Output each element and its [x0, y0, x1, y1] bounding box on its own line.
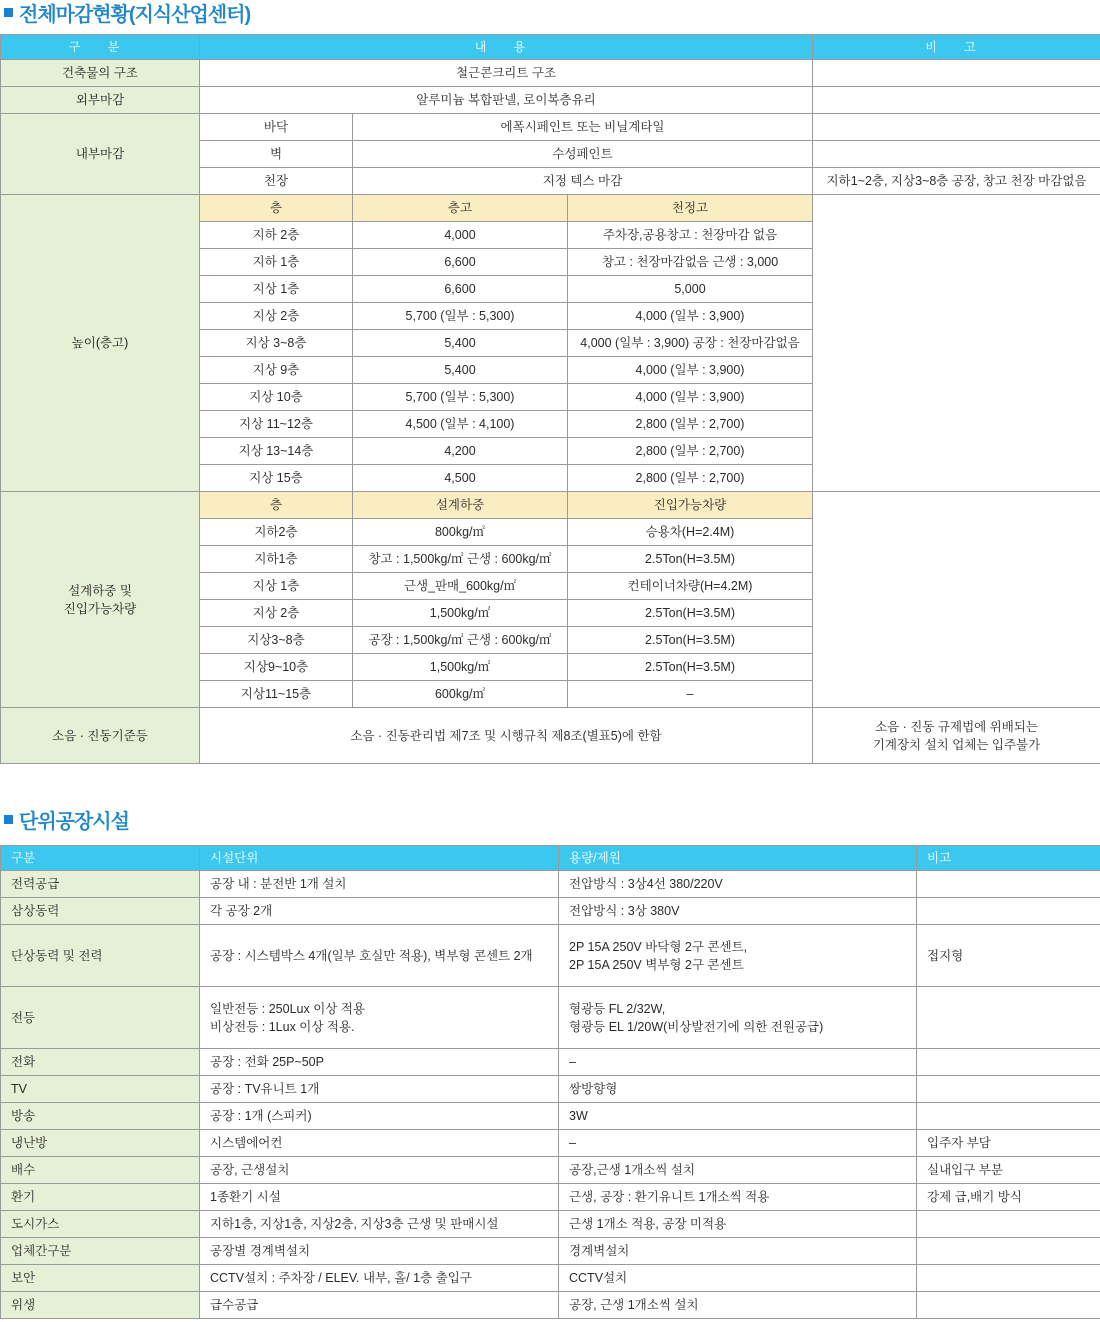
table-row: [1, 1184, 1100, 1211]
cell: 5,700 (일부 : 5,300): [353, 303, 568, 330]
cell-line: 형광등 FL 2/32W,: [569, 1001, 666, 1016]
cell-note: [917, 1103, 1100, 1130]
cell-part: 바닥: [200, 114, 353, 141]
row-label: 방송: [1, 1103, 200, 1130]
row-label: 높이(층고): [1, 195, 200, 492]
cell-note: [917, 871, 1100, 898]
cell-note: 접지형: [917, 925, 1100, 987]
cell-unit: [200, 1157, 559, 1184]
row-note: [813, 141, 1100, 168]
cell-note: [917, 1076, 1100, 1103]
height-subheader-row: [1, 195, 1100, 222]
table-row: [1, 1103, 1100, 1130]
cell: 4,200: [353, 438, 568, 465]
cell-line: 공장, 근생설치: [210, 1163, 290, 1177]
cell-note: [917, 1238, 1100, 1265]
subheader-cell: 진입가능차량: [568, 492, 813, 519]
cell: 1,500kg/㎡: [353, 600, 568, 627]
row-label: 외부마감: [1, 87, 200, 114]
cell: 지하2층: [200, 519, 353, 546]
cell: 지하 2층: [200, 222, 353, 249]
cell: 2.5Ton(H=3.5M): [568, 546, 813, 573]
row-note: [813, 492, 1100, 708]
cell-line: 비상전등 : 1Lux 이상 적용.: [210, 1019, 355, 1034]
table-row: [1, 1157, 1100, 1184]
row-label: 소음 · 진동기준등: [1, 708, 200, 764]
header-category: 구 분: [1, 35, 200, 60]
cell-unit: [200, 871, 559, 898]
cell-note: [917, 898, 1100, 925]
cell-unit: [200, 925, 559, 987]
cell-line: 쌍방향형: [569, 1082, 618, 1096]
cell: 6,600: [353, 249, 568, 276]
cell-spec: [559, 1292, 917, 1319]
cell: 800kg/㎡: [353, 519, 568, 546]
row-label: 배수: [1, 1157, 200, 1184]
cell-spec: [559, 1157, 917, 1184]
cell-unit: [200, 898, 559, 925]
cell-note: 실내입구 부분: [917, 1157, 1100, 1184]
cell-line: 형광등 EL 1/20W(비상발전기에 의한 전원공급): [569, 1019, 824, 1034]
cell-line: 각 공장 2개: [210, 904, 273, 918]
cell-value: 수성페인트: [353, 141, 813, 168]
cell-line: 3W: [569, 1109, 588, 1123]
cell: 4,000: [353, 222, 568, 249]
row-label: TV: [1, 1076, 200, 1103]
bullet-square-icon: [4, 8, 13, 17]
cell: 지상 1층: [200, 276, 353, 303]
cell-line: 공장, 근생 1개소씩 설치: [569, 1298, 699, 1312]
cell: 창고 : 천장마감없음 근생 : 3,000: [568, 249, 813, 276]
cell: 컨테이너차량(H=4.2M): [568, 573, 813, 600]
cell-spec: [559, 1049, 917, 1076]
cell: 승용차(H=2.4M): [568, 519, 813, 546]
cell-spec: [559, 1103, 917, 1130]
header-cell: 비고: [917, 846, 1100, 871]
row-label: 내부마감: [1, 114, 200, 195]
cell-unit: [200, 1238, 559, 1265]
cell-spec: [559, 1184, 917, 1211]
row-label: 건축물의 구조: [1, 60, 200, 87]
cell-spec: [559, 1130, 917, 1157]
table-header-row: [1, 35, 1100, 60]
row-label: 환기: [1, 1184, 200, 1211]
cell-spec: [559, 1265, 917, 1292]
cell-note: [917, 987, 1100, 1049]
cell-line: 2P 15A 250V 바닥형 2구 콘센트,: [569, 939, 748, 954]
cell: 지상 9층: [200, 357, 353, 384]
subheader-cell: 설계하중: [353, 492, 568, 519]
row-note: [813, 708, 1100, 764]
cell: 창고 : 1,500kg/㎡ 근생 : 600kg/㎡: [353, 546, 568, 573]
table-header-row: [1, 846, 1100, 871]
cell-line: 급수공급: [210, 1298, 259, 1312]
row-value: 알루미늄 복합판넬, 로이복층유리: [200, 87, 813, 114]
cell-part: 천장: [200, 168, 353, 195]
cell-spec: [559, 1211, 917, 1238]
cell-line: 근생, 공장 : 환기유니트 1개소씩 적용: [569, 1190, 770, 1204]
cell: 2,800 (일부 : 2,700): [568, 411, 813, 438]
cell: 600kg/㎡: [353, 681, 568, 708]
cell-line: 공장 : 전화 25P~50P: [210, 1055, 324, 1069]
cell: 지상 1층: [200, 573, 353, 600]
cell: 공장 : 1,500kg/㎡ 근생 : 600kg/㎡: [353, 627, 568, 654]
cell: 4,000 (일부 : 3,900) 공장 : 천장마감없음: [568, 330, 813, 357]
cell-value: 지정 텍스 마감: [353, 168, 813, 195]
cell-line: –: [569, 1055, 576, 1069]
table-row: [1, 1211, 1100, 1238]
cell-line: 시스템에어컨: [210, 1136, 283, 1150]
table-row: [1, 898, 1100, 925]
header-cell: 구분: [1, 846, 200, 871]
cell: 4,000 (일부 : 3,900): [568, 357, 813, 384]
cell: 2,800 (일부 : 2,700): [568, 465, 813, 492]
cell-line: 공장 : TV유니트 1개: [210, 1082, 320, 1096]
cell-line: 경계벽설치: [569, 1244, 630, 1258]
cell-line: –: [569, 1136, 576, 1150]
cell-note: 강제 급,배기 방식: [917, 1184, 1100, 1211]
cell-line: 지하1층, 지상1층, 지상2층, 지상3층 근생 및 판매시설: [210, 1217, 499, 1231]
table-row: [1, 1265, 1100, 1292]
load-subheader-row: [1, 492, 1100, 519]
row-label-line1: 설계하중 및: [68, 583, 132, 598]
note-line1: 소음 · 진동 규제법에 위배되는: [875, 719, 1038, 734]
subheader-cell: 천정고: [568, 195, 813, 222]
cell: 4,000 (일부 : 3,900): [568, 384, 813, 411]
section1-title-text: 전체마감현황(지식산업센터): [19, 3, 251, 26]
cell-line: 근생 1개소 적용, 공장 미적용: [569, 1217, 727, 1231]
table-row: [1, 1049, 1100, 1076]
note-line2: 기계장치 설치 업체는 입주불가: [872, 737, 1041, 752]
cell-part: 벽: [200, 141, 353, 168]
cell: 주차장,공용창고 : 천장마감 없음: [568, 222, 813, 249]
cell: 2,800 (일부 : 2,700): [568, 438, 813, 465]
cell: 5,700 (일부 : 5,300): [353, 384, 568, 411]
row-value: 철근콘크리트 구조: [200, 60, 813, 87]
cell: 4,500 (일부 : 4,100): [353, 411, 568, 438]
table-row: [1, 925, 1100, 987]
row-label: 업체간구분: [1, 1238, 200, 1265]
cell-spec: [559, 898, 917, 925]
cell-line: CCTV설치: [569, 1271, 628, 1285]
cell: 2.5Ton(H=3.5M): [568, 600, 813, 627]
row-note: [813, 60, 1100, 87]
cell-unit: [200, 1292, 559, 1319]
cell-line: 공장 : 시스템박스 4개(일부 호실만 적용), 벽부형 콘센트 2개: [210, 948, 533, 963]
cell: 4,000 (일부 : 3,900): [568, 303, 813, 330]
cell-spec: [559, 987, 917, 1049]
cell-line: 1종환기 시설: [210, 1190, 281, 1204]
cell-unit: [200, 987, 559, 1049]
table-row: [1, 1238, 1100, 1265]
subheader-cell: 층고: [353, 195, 568, 222]
row-note: [813, 195, 1100, 492]
cell-unit: [200, 1130, 559, 1157]
cell: 지상9~10층: [200, 654, 353, 681]
section1-title: [0, 0, 250, 24]
table-row: [1, 1076, 1100, 1103]
cell: 지상 2층: [200, 600, 353, 627]
cell: 지상 10층: [200, 384, 353, 411]
cell-spec: [559, 871, 917, 898]
cell-unit: [200, 1076, 559, 1103]
row-note: [813, 114, 1100, 141]
cell-value: 에폭시페인트 또는 비닐계타일: [353, 114, 813, 141]
unit-factory-table: [0, 845, 1100, 1319]
cell-note: 입주자 부담: [917, 1130, 1100, 1157]
cell: 지상 13~14층: [200, 438, 353, 465]
cell: 2.5Ton(H=3.5M): [568, 654, 813, 681]
cell-line: 일반전등 : 250Lux 이상 적용: [210, 1001, 365, 1016]
cell-spec: [559, 925, 917, 987]
cell-unit: [200, 1184, 559, 1211]
cell-unit: [200, 1049, 559, 1076]
table-row: [1, 1130, 1100, 1157]
cell-line: CCTV설치 : 주차장 / ELEV. 내부, 홀/ 1층 출입구: [210, 1271, 472, 1285]
cell-line: 전압방식 : 3상 380V: [569, 904, 680, 918]
row-label: 전력공급: [1, 871, 200, 898]
cell: 4,500: [353, 465, 568, 492]
cell-line: 공장 : 1개 (스피커): [210, 1109, 312, 1123]
table-row: [1, 114, 1100, 141]
row-label: 전화: [1, 1049, 200, 1076]
table-row: [1, 1292, 1100, 1319]
table-row: [1, 708, 1100, 764]
cell-spec: [559, 1238, 917, 1265]
cell-line: 공장 내 : 분전반 1개 설치: [210, 877, 347, 891]
cell-note: [917, 1211, 1100, 1238]
subheader-cell: 층: [200, 492, 353, 519]
row-note: 지하1~2층, 지상3~8층 공장, 창고 천장 마감없음: [813, 168, 1100, 195]
cell-note: [917, 1265, 1100, 1292]
cell-line: 2P 15A 250V 벽부형 2구 콘센트: [569, 957, 744, 972]
cell-note: [917, 1049, 1100, 1076]
cell: 지상 11~12층: [200, 411, 353, 438]
cell-note: [917, 1292, 1100, 1319]
section2-title: [0, 807, 129, 831]
row-label-line2: 진입가능차량: [63, 601, 137, 616]
cell: 1,500kg/㎡: [353, 654, 568, 681]
bullet-square-icon: [4, 815, 13, 824]
finish-status-table: [0, 34, 1100, 764]
subheader-cell: 층: [200, 195, 353, 222]
row-note: [813, 87, 1100, 114]
row-value: 소음 · 진동관리법 제7조 및 시행규칙 제8조(별표5)에 한함: [200, 708, 813, 764]
header-note: 비 고: [813, 35, 1100, 60]
row-label: 전등: [1, 987, 200, 1049]
table-row: [1, 871, 1100, 898]
row-label: 삼상동력: [1, 898, 200, 925]
row-label: 보안: [1, 1265, 200, 1292]
cell-unit: [200, 1211, 559, 1238]
cell-unit: [200, 1103, 559, 1130]
cell-spec: [559, 1076, 917, 1103]
section2-title-text: 단위공장시설: [19, 810, 129, 833]
cell: 지상 2층: [200, 303, 353, 330]
cell: 지상11~15층: [200, 681, 353, 708]
cell: 지하1층: [200, 546, 353, 573]
cell: 5,000: [568, 276, 813, 303]
cell-line: 공장별 경계벽설치: [210, 1244, 311, 1258]
cell: 지상3~8층: [200, 627, 353, 654]
header-content: 내 용: [200, 35, 813, 60]
row-label: 냉난방: [1, 1130, 200, 1157]
cell: 5,400: [353, 357, 568, 384]
cell: 지상 3~8층: [200, 330, 353, 357]
header-cell: 시설단위: [200, 846, 559, 871]
cell: 지상 15층: [200, 465, 353, 492]
row-label: 도시가스: [1, 1211, 200, 1238]
table-row: [1, 87, 1100, 114]
row-label: 위생: [1, 1292, 200, 1319]
cell-unit: [200, 1265, 559, 1292]
cell: –: [568, 681, 813, 708]
header-cell: 용량/제원: [559, 846, 917, 871]
row-label: 단상동력 및 전력: [1, 925, 200, 987]
cell: 2.5Ton(H=3.5M): [568, 627, 813, 654]
cell: 근생_판매_600kg/㎡: [353, 573, 568, 600]
cell: 지하 1층: [200, 249, 353, 276]
cell-line: 공장,근생 1개소씩 설치: [569, 1163, 696, 1177]
cell: 6,600: [353, 276, 568, 303]
row-label: [1, 492, 200, 708]
table-row: [1, 987, 1100, 1049]
cell: 5,400: [353, 330, 568, 357]
cell-line: 전압방식 : 3상4선 380/220V: [569, 877, 723, 891]
table-row: [1, 60, 1100, 87]
